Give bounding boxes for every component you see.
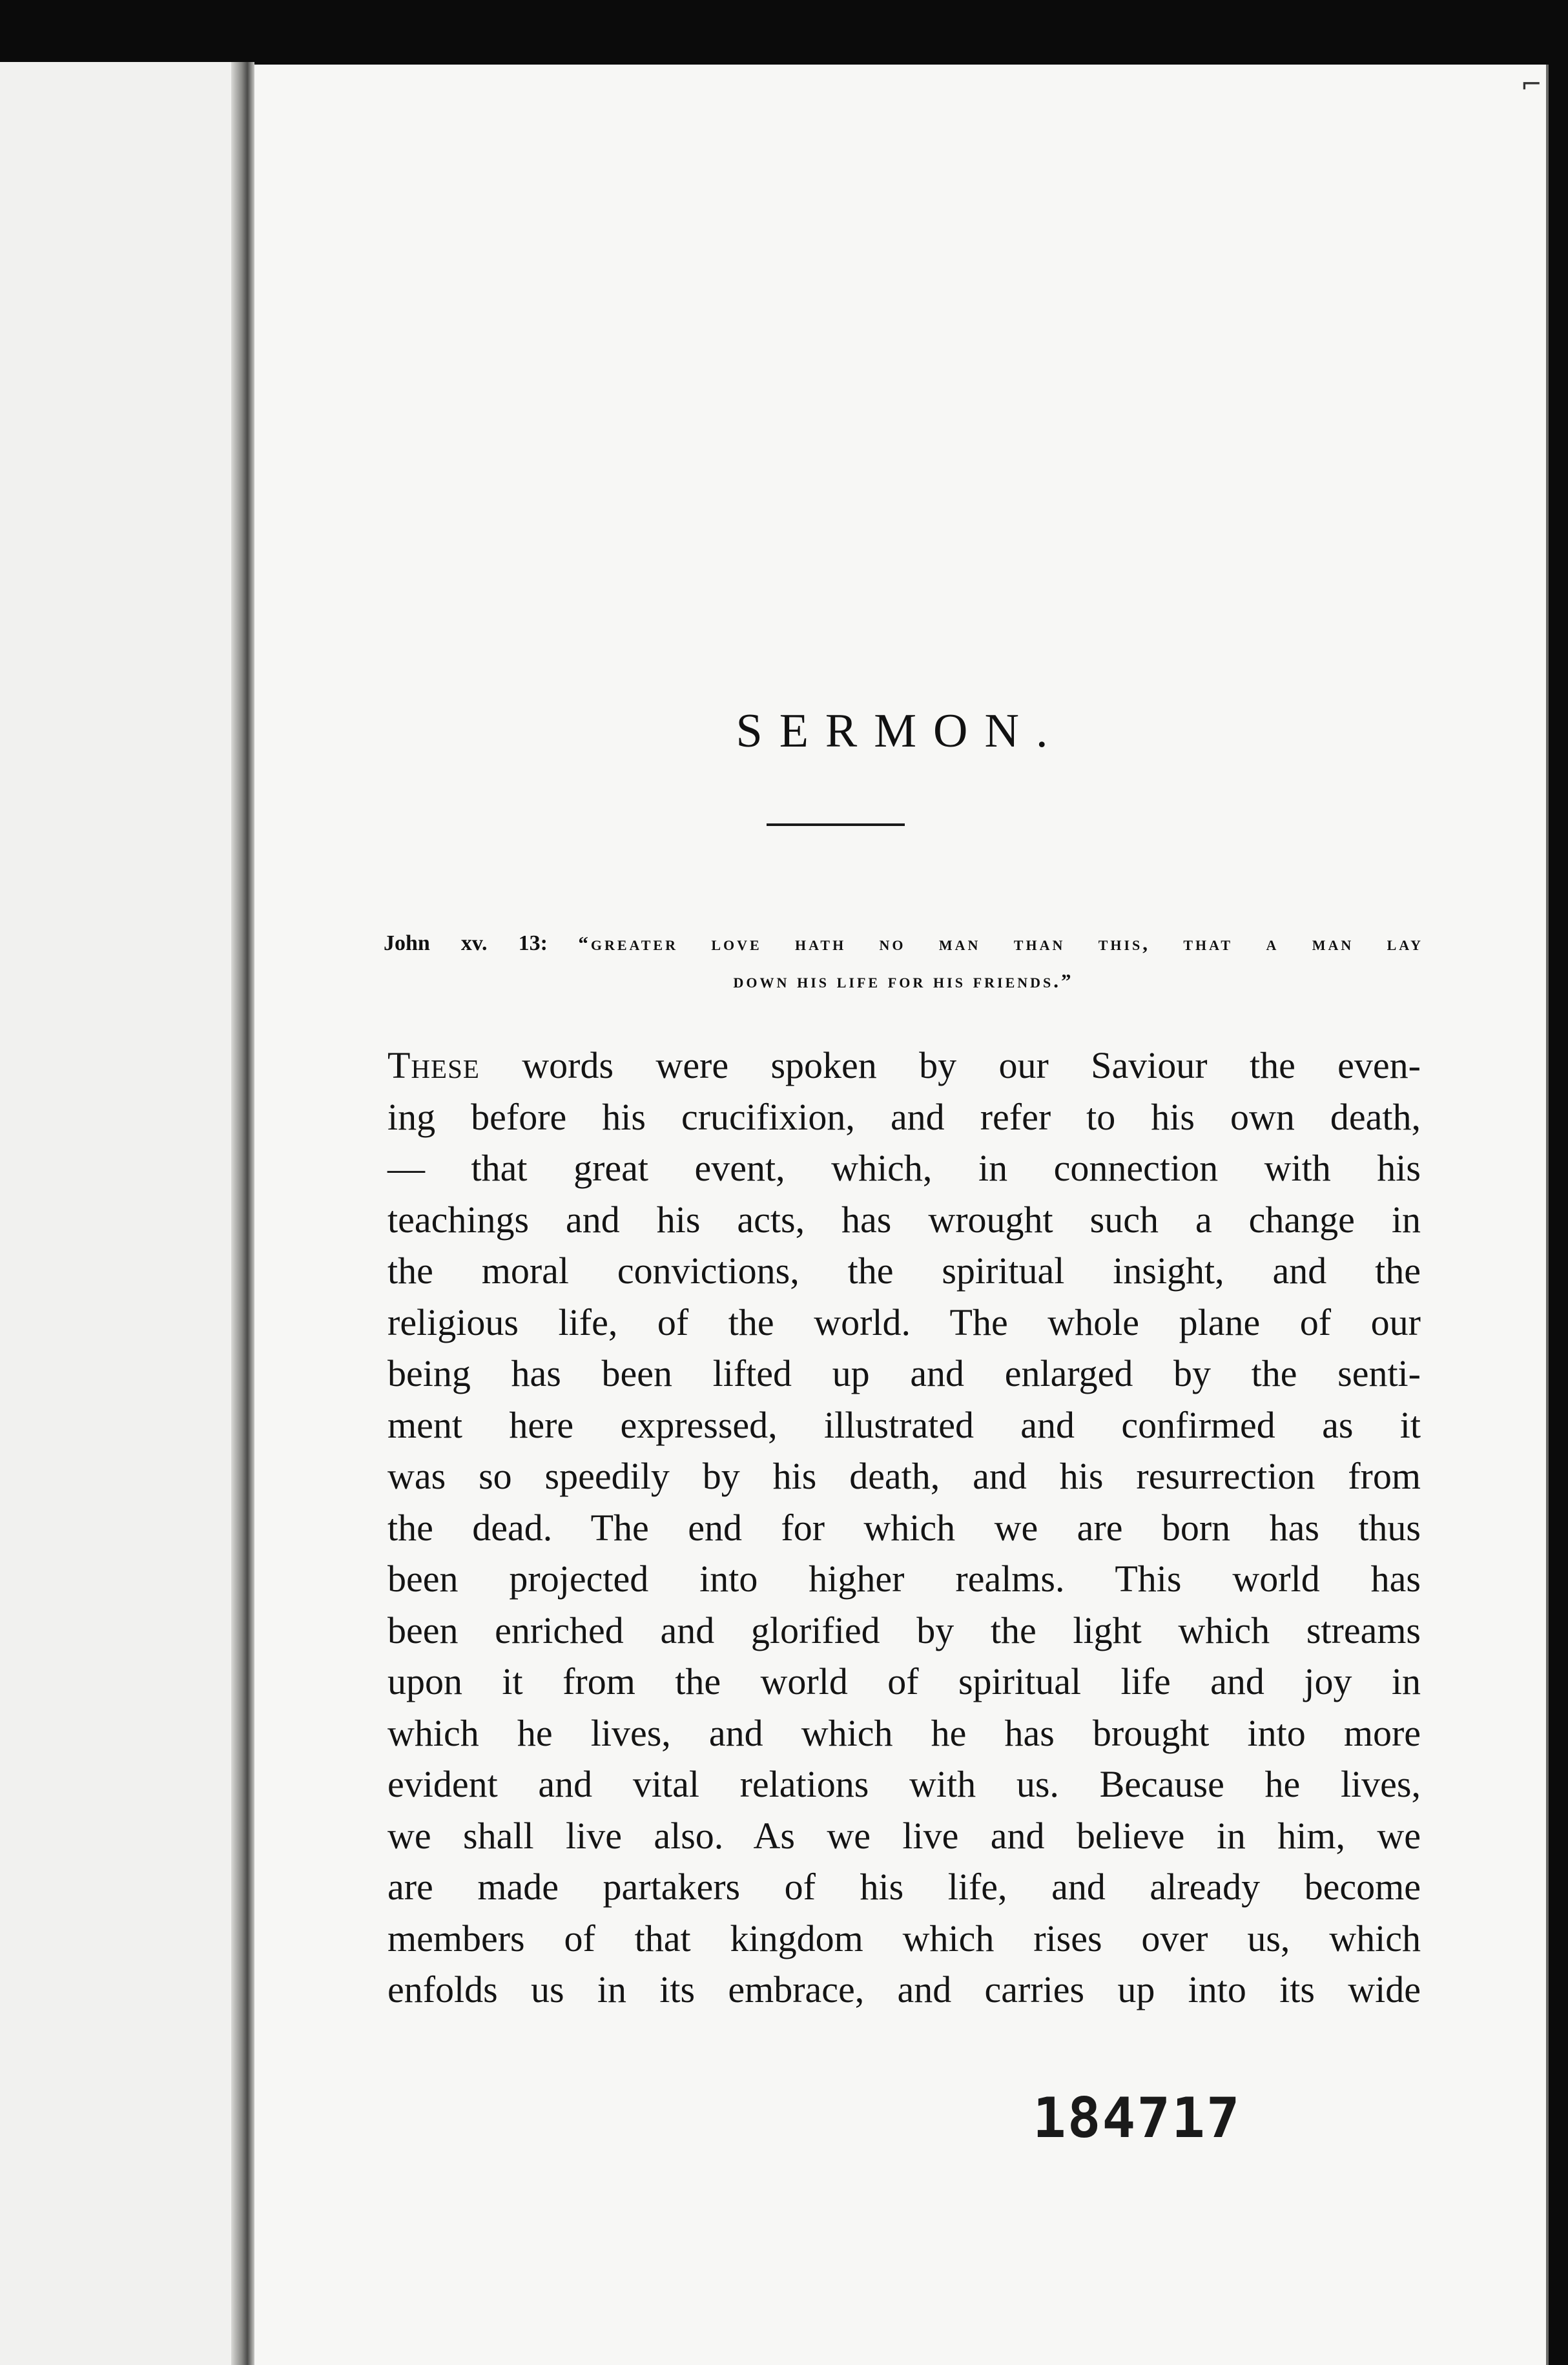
epigraph-line-1: [384, 925, 1423, 962]
body-line: been projected into higher realms. This world has: [387, 1558, 1421, 1600]
body-line: evident and vital relations with us. Because he lives,: [387, 1763, 1421, 1805]
body-line: the dead. The end for which we are born has thus: [387, 1506, 1421, 1549]
book-spine-gutter: [231, 62, 254, 2365]
body-line: teachings and his acts, has wrought such a change in: [387, 1198, 1421, 1241]
book-page: [254, 65, 1549, 2365]
body-line: These words were spoken by our Saviour the even-: [387, 1044, 1421, 1086]
body-line: being has been lifted up and enlarged by the senti-: [387, 1352, 1421, 1394]
body-line: religious life, of the world. The whole plane of our: [387, 1301, 1421, 1343]
page-title: SERMON.: [736, 704, 1065, 758]
scripture-epigraph: [384, 925, 1423, 1000]
body-line: the moral convictions, the spiritual insight, and the: [387, 1250, 1421, 1292]
body-line: enfolds us in its embrace, and carries up into its wide: [387, 1968, 1421, 2010]
sermon-body: [387, 1040, 1421, 2016]
body-line: are made partakers of his life, and already become: [387, 1866, 1421, 1908]
body-line: was so speedily by his death, and his resurrection from: [387, 1455, 1421, 1497]
epigraph-reference: John xv. 13:: [384, 931, 548, 955]
body-line: ing before his crucifixion, and refer to his own death,: [387, 1095, 1421, 1138]
body-line: members of that kingdom which rises over us, which: [387, 1917, 1421, 1959]
accession-stamp: 184717: [1033, 2086, 1241, 2151]
lead-word: These: [387, 1044, 480, 1086]
epigraph-quote-line-1: “greater love hath no man than this, that a man lay: [578, 932, 1424, 955]
page-corner-mark-icon: ⌐: [1520, 70, 1542, 99]
title-divider: [767, 823, 905, 826]
body-line: — that great event, which, in connection with his: [387, 1147, 1421, 1189]
facing-page: [0, 62, 240, 2365]
epigraph-quote-line-2: down his life for his friends.”: [733, 969, 1074, 992]
body-line: which he lives, and which he has brought into more: [387, 1711, 1421, 1754]
body-line: we shall live also. As we live and believe in him, we: [387, 1814, 1421, 1857]
body-line: upon it from the world of spiritual life and joy in: [387, 1660, 1421, 1702]
body-line: ment here expressed, illustrated and confirmed as it: [387, 1403, 1421, 1446]
body-line: been enriched and glorified by the light which streams: [387, 1609, 1421, 1651]
